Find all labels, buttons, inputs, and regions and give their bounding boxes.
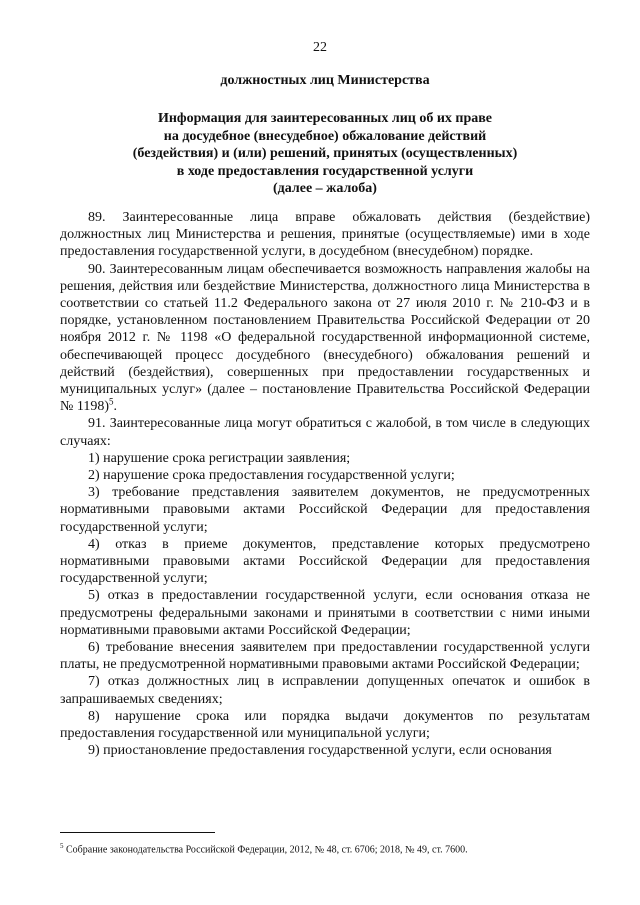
list-item-2: 2) нарушение срока предоставления государственной услуги; <box>88 468 455 484</box>
heading-line: на досудебное (внесудебное) обжалование действий <box>163 128 487 144</box>
paragraph-90-end: . <box>113 399 117 415</box>
heading-line: Информация для заинтересованных лиц об их праве <box>157 111 493 126</box>
list-item-9: 9) приостановление предоставления государственной услуги, если основания <box>88 743 552 759</box>
paragraph-90 <box>60 261 590 416</box>
paragraph-91: 91. Заинтересованные лица могут обратиться с жалобой, в том числе в следующих случаях: <box>60 416 590 449</box>
paragraph-90-text: 90. Заинтересованным лицам обеспечивается возможность направления жалобы на решения, действия или бездействие Министерства, должностного лица Министерства в соответствии со статьей 11.2 Федерального закона от 27 июля 2010 г. № 210-ФЗ и в порядке, установленном постановлением Правительства Российской Федерации от 20 ноября 2012 г. № 1198 «О федеральной государственной информационной системе, обеспечивающей процесс досудебного (внесудебного) обжалования решений и действий (бездействия), совершенных при предоставлении государственных и муниципальных услуг» (далее – постановление Правительства Российской Федерации № 1198) <box>60 261 590 415</box>
footnote <box>60 840 600 856</box>
heading-line: (далее – жалоба) <box>273 181 377 196</box>
section-heading <box>60 110 590 198</box>
list-item-3: 3) требование представления заявителем документов, не предусмотренных нормативными правовыми актами Российской Федерации для предоставления государственной услуги; <box>60 485 590 535</box>
paragraph-89: 89. Заинтересованные лица вправе обжаловать действия (бездействие) должностных лиц Министерства и решения, принятые (осуществляемые) ими в ходе предоставления государственной услуги, в досудебном (внесудебном) порядке. <box>60 210 590 260</box>
list-item-1: 1) нарушение срока регистрации заявления; <box>88 450 351 466</box>
list-item-5: 5) отказ в предоставлении государственной услуги, если основания отказа не предусмотрены федеральными законами и принятыми в соответствии с ними иными нормативными правовыми актами Российской Федерации; <box>60 588 590 638</box>
footnote-reference: 5 <box>109 396 114 407</box>
page-number: 22 <box>313 40 327 55</box>
section-heading-continued: должностных лиц Министерства <box>220 73 430 88</box>
list-item-4: 4) отказ в приеме документов, представление которых предусмотрено нормативными правовыми актами Российской Федерации для предоставления государственной услуги; <box>60 536 590 587</box>
heading-line: (бездействия) и (или) решений, принятых (осуществленных) <box>132 146 518 161</box>
list-item-7: 7) отказ должностных лиц в исправлении допущенных опечаток и ошибок в запрашиваемых сведениях; <box>60 674 590 707</box>
footnote-divider <box>60 832 215 833</box>
footnote-text: Собрание законодательства Российской Федерации, 2012, № 48, ст. 6706; 2018, № 49, ст. 7600. <box>66 844 468 856</box>
heading-line: в ходе предоставления государственной услуги <box>176 163 474 179</box>
list-item-6: 6) требование внесения заявителем при предоставлении государственной услуги платы, не предусмотренной нормативными правовыми актами Российской Федерации; <box>60 640 590 673</box>
footnote-marker: 5 <box>60 842 64 850</box>
document-body <box>60 209 590 760</box>
list-item-8: 8) нарушение срока или порядка выдачи документов по результатам предоставления государственной или муниципальной услуги; <box>60 708 590 742</box>
